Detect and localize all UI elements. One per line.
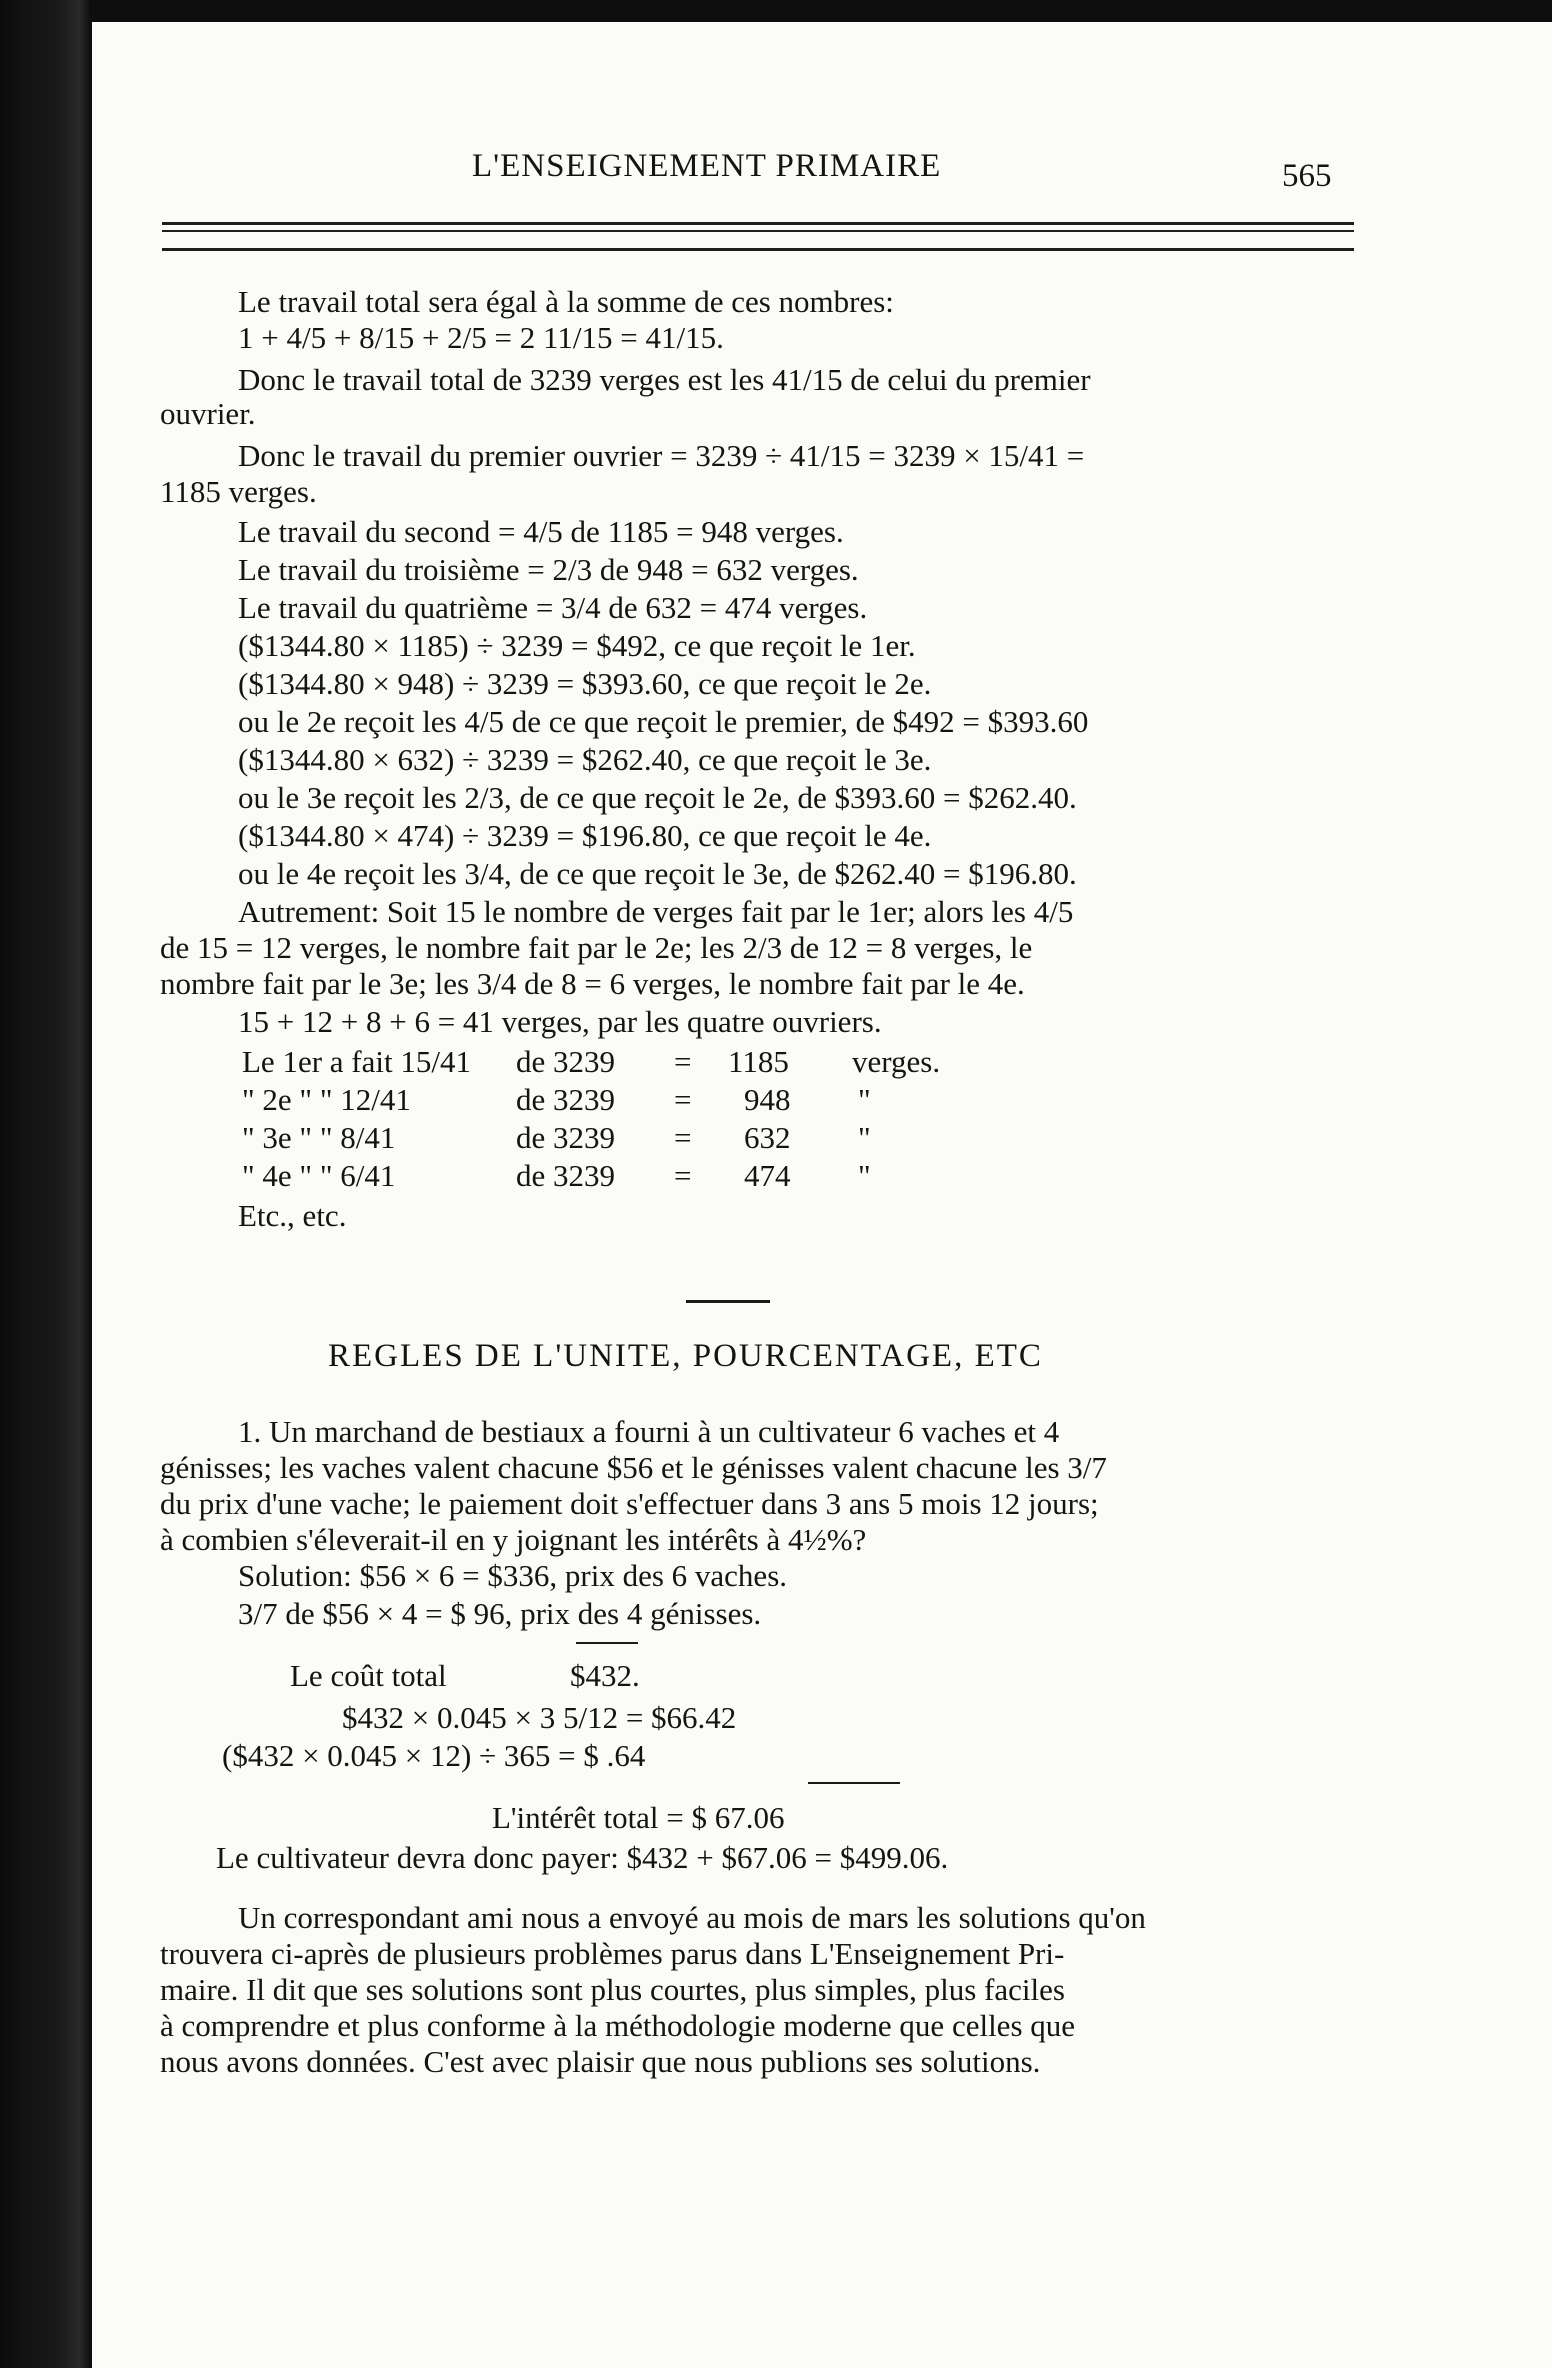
table-cell: ": [858, 1120, 871, 1155]
table-cell: de 3239: [516, 1120, 616, 1155]
page-number: 565: [1282, 158, 1332, 194]
running-title: L'ENSEIGNEMENT PRIMAIRE: [472, 148, 942, 184]
text-line: maire. Il dit que ses solutions sont plus courtes, plus simples, plus faciles: [160, 1972, 1065, 2007]
text-line: Le travail total sera égal à la somme de ces nombres:: [238, 284, 894, 319]
calc-total: L'intérêt total = $ 67.06: [492, 1800, 785, 1835]
text-line: ou le 3e reçoit les 2/3, de ce que reçoit le 2e, de $393.60 = $262.40.: [238, 780, 1077, 815]
text-line: Etc., etc.: [238, 1198, 347, 1233]
header-rule: [162, 248, 1354, 251]
text-line: du prix d'une vache; le paiement doit s'effectuer dans 3 ans 5 mois 12 jours;: [160, 1486, 1099, 1521]
table-cell: verges.: [852, 1044, 941, 1079]
text-line: Donc le travail total de 3239 verges est les 41/15 de celui du premier: [238, 362, 1091, 397]
text-line: ouvrier.: [160, 396, 256, 431]
text-line: Le travail du troisième = 2/3 de 948 = 632 verges.: [238, 552, 859, 587]
text-line: ($1344.80 × 632) ÷ 3239 = $262.40, ce que reçoit le 3e.: [238, 742, 932, 777]
text-line: nombre fait par le 3e; les 3/4 de 8 = 6 verges, le nombre fait par le 4e.: [160, 966, 1025, 1001]
table-cell: de 3239: [516, 1044, 616, 1079]
calc-line: ($432 × 0.045 × 12) ÷ 365 = $ .64: [222, 1738, 646, 1773]
text-line: à comprendre et plus conforme à la méthodologie moderne que celles que: [160, 2008, 1076, 2043]
text-line: Solution: $56 × 6 = $336, prix des 6 vaches.: [238, 1558, 788, 1593]
scan-border: [92, 0, 1552, 22]
text-line: 1185 verges.: [160, 474, 317, 509]
calc-rule: [808, 1782, 900, 1784]
table-cell: 474: [744, 1158, 791, 1193]
text-line: de 15 = 12 verges, le nombre fait par le 2e; les 2/3 de 12 = 8 verges, le: [160, 930, 1033, 965]
calc-line: $432 × 0.045 × 3 5/12 = $66.42: [342, 1700, 737, 1735]
text-line: ($1344.80 × 474) ÷ 3239 = $196.80, ce que reçoit le 4e.: [238, 818, 932, 853]
page-header: [92, 140, 1552, 200]
table-cell: ": [858, 1082, 871, 1117]
table-cell: Le 1er a fait 15/41: [242, 1044, 471, 1079]
text-line: 15 + 12 + 8 + 6 = 41 verges, par les quatre ouvriers.: [238, 1004, 882, 1039]
table-cell: =: [674, 1158, 692, 1193]
table-cell: =: [674, 1120, 692, 1155]
text-line: 3/7 de $56 × 4 = $ 96, prix des 4 génisses.: [238, 1596, 762, 1631]
calc-result: Le cultivateur devra donc payer: $432 + $67.06 = $499.06.: [216, 1840, 949, 1875]
table-cell: " 2e " " 12/41: [242, 1082, 411, 1117]
book-page: [92, 22, 1552, 2368]
table-cell: =: [674, 1044, 692, 1079]
text-line: nous avons données. C'est avec plaisir que nous publions ses solutions.: [160, 2044, 1041, 2079]
text-line: à combien s'éleverait-il en y joignant les intérêts à 4½%?: [160, 1522, 867, 1557]
text-line: 1. Un marchand de bestiaux a fourni à un cultivateur 6 vaches et 4: [238, 1414, 1060, 1449]
table-cell: " 3e " " 8/41: [242, 1120, 396, 1155]
calc-value: $432.: [570, 1658, 640, 1693]
table-cell: 632: [744, 1120, 791, 1155]
book-spine: [0, 0, 92, 2368]
text-line: Un correspondant ami nous a envoyé au mois de mars les solutions qu'on: [238, 1900, 1146, 1935]
text-line: trouvera ci-après de plusieurs problèmes parus dans L'Enseignement Pri-: [160, 1936, 1065, 1971]
calc-label: Le coût total: [290, 1658, 447, 1693]
table-cell: ": [858, 1158, 871, 1193]
text-line: Autrement: Soit 15 le nombre de verges fait par le 1er; alors les 4/5: [238, 894, 1074, 929]
text-line: Le travail du second = 4/5 de 1185 = 948 verges.: [238, 514, 844, 549]
text-line: ou le 2e reçoit les 4/5 de ce que reçoit le premier, de $492 = $393.60: [238, 704, 1089, 739]
table-cell: =: [674, 1082, 692, 1117]
table-cell: 948: [744, 1082, 791, 1117]
text-line: Le travail du quatrième = 3/4 de 632 = 474 verges.: [238, 590, 868, 625]
header-rule: [162, 230, 1354, 232]
table-cell: de 3239: [516, 1158, 616, 1193]
header-rule: [162, 222, 1354, 225]
table-cell: 1185: [728, 1044, 789, 1079]
calc-rule: [576, 1642, 638, 1644]
section-title: REGLES DE L'UNITE, POURCENTAGE, ETC: [328, 1338, 1043, 1374]
text-line: ($1344.80 × 1185) ÷ 3239 = $492, ce que reçoit le 1er.: [238, 628, 916, 663]
table-cell: " 4e " " 6/41: [242, 1158, 396, 1193]
text-line: 1 + 4/5 + 8/15 + 2/5 = 2 11/15 = 41/15.: [238, 320, 724, 355]
text-line: Donc le travail du premier ouvrier = 3239 ÷ 41/15 = 3239 × 15/41 =: [238, 438, 1085, 473]
text-line: ou le 4e reçoit les 3/4, de ce que reçoit le 3e, de $262.40 = $196.80.: [238, 856, 1077, 891]
table-cell: de 3239: [516, 1082, 616, 1117]
text-line: génisses; les vaches valent chacune $56 et le génisses valent chacune les 3/7: [160, 1450, 1107, 1485]
text-line: ($1344.80 × 948) ÷ 3239 = $393.60, ce que reçoit le 2e.: [238, 666, 932, 701]
section-divider: [686, 1300, 770, 1303]
